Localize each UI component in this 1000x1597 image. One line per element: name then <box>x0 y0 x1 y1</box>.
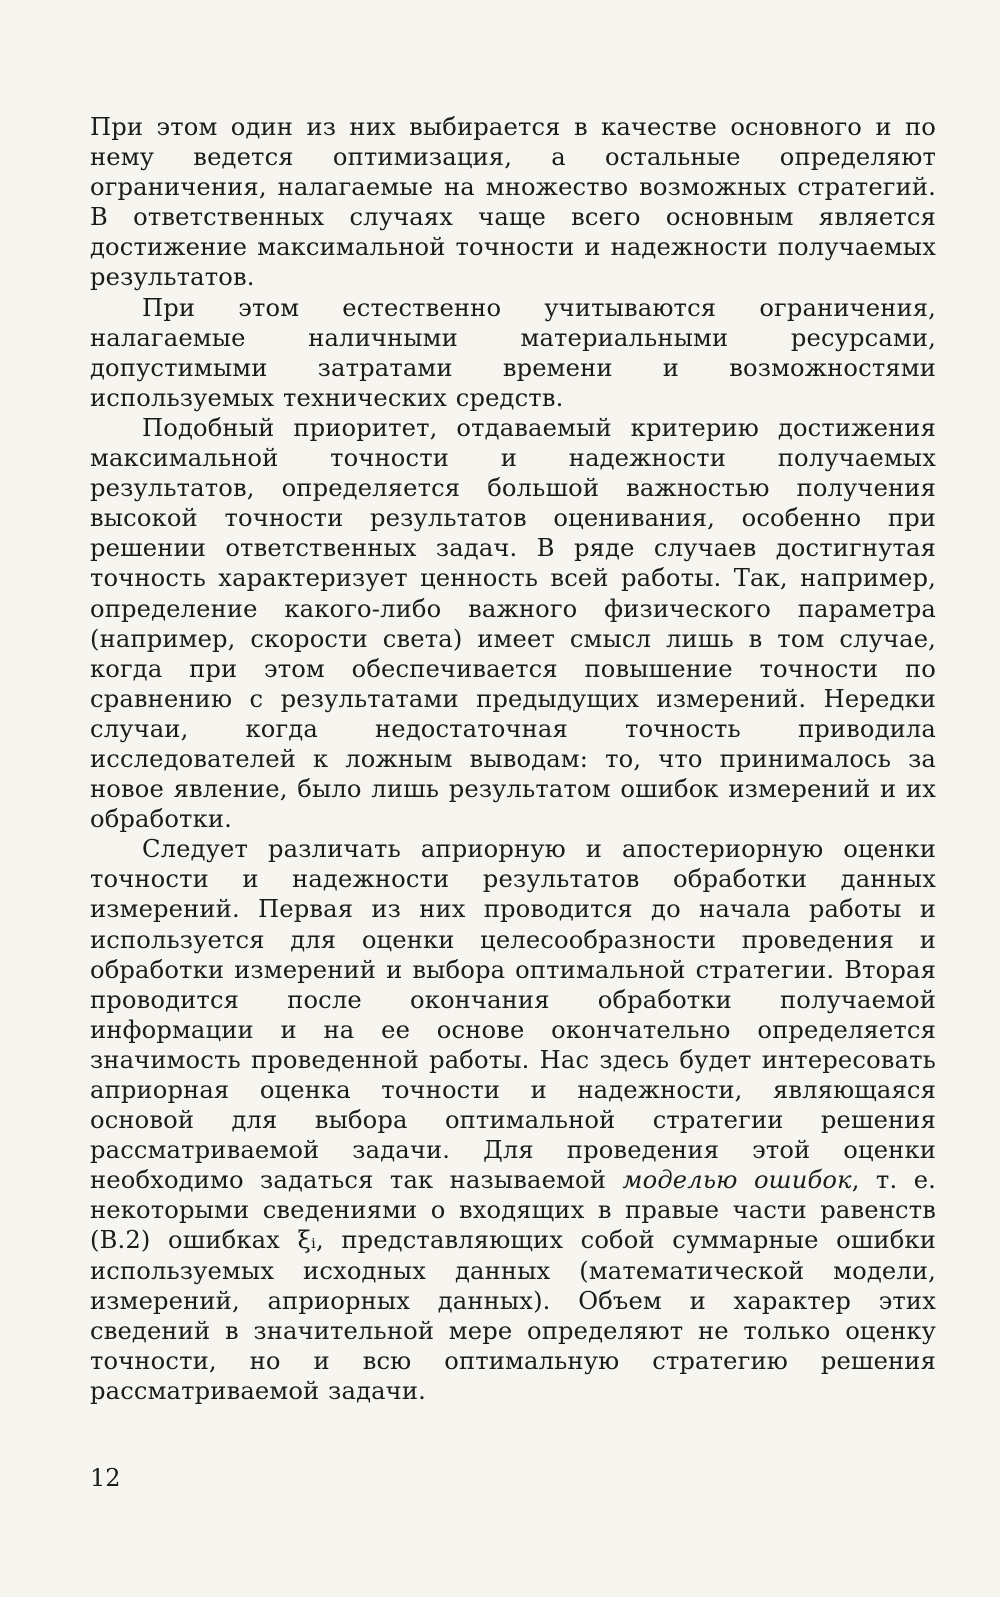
paragraph-1: При этом один из них выбирается в качестве основного и по нему ведется оптимизация, а остальные определяют ограничения, налагаемые на множество возможных стратегий. В ответственных случаях чаще всего основным является достижение максимальной точности и надежности получаемых результатов. <box>90 113 936 292</box>
body-text <box>90 112 936 1406</box>
italic-term: моделью ошибок <box>622 1166 852 1195</box>
paragraph-4 <box>90 834 936 1406</box>
paragraph-4-start: Следует различать априорную и апостериорную оценки точности и надежности результатов обработки данных измерений. Первая из них проводится до начала работы и используется для оценки целесообразности проведения и обработки измерений и выбора оптимальной стратегии. Вторая проводится после окончания обработки получаемой информации и на ее основе окончательно определяется значимость проведенной работы. Нас здесь будет интересовать априорная оценка точности и надежности, являющаяся основой для выбора оптимальной стратегии решения рассматриваемой задачи. Для проведения этой оценки необходимо задаться так называемой <box>90 835 936 1195</box>
paragraph-3: Подобный приоритет, отдаваемый критерию достижения максимальной точности и надежности получаемых результатов, определяется большой важностью получения высокой точности результатов оценивания, особенно при решении ответственных задач. В ряде случаев достигнутая точность характеризует ценность всей работы. Так, например, определение какого-либо важного физического параметра (например, скорости света) имеет смысл лишь в том случае, когда при этом обеспечивается повышение точности по сравнению с результатами предыдущих измерений. Нередки случаи, когда недостаточная точность приводила исследователей к ложным выводам: то, что принималось за новое явление, было лишь результатом ошибок измерений и их обработки. <box>90 413 936 834</box>
paragraph-2: При этом естественно учитываются ограничения, налагаемые наличными материальными ресурсами, допустимыми затратами времени и возможностями используемых технических средств. <box>90 293 936 412</box>
paragraph-4-end: , т. е. некоторыми сведениями о входящих в правые части равенств (В.2) ошибках ξᵢ, представляющих собой суммарные ошибки используемых исходных данных (математической модели, измерений, априорных данных). Объем и характер этих сведений в значительной мере определяют не только оценку точности, но и всю оптимальную стратегию решения рассматриваемой задачи. <box>90 1166 936 1405</box>
page-number: 12 <box>90 1464 121 1492</box>
